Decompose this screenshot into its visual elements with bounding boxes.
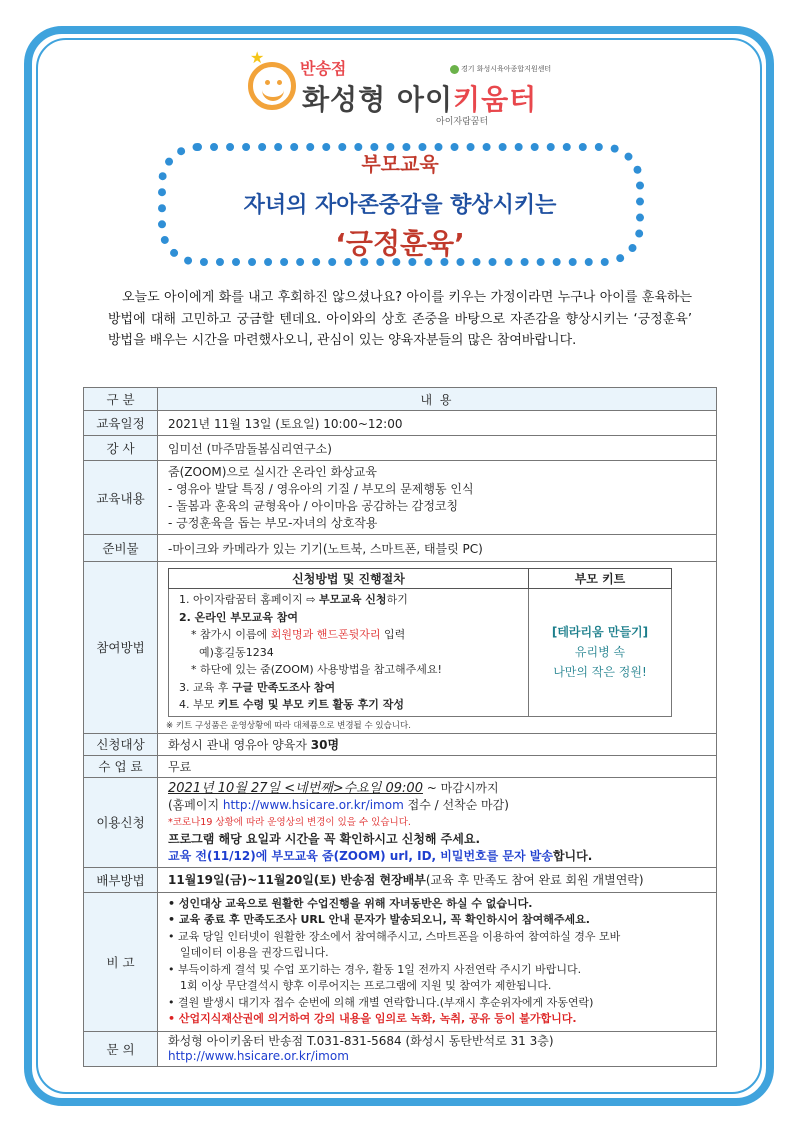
header-label: 구 분 [84, 388, 158, 411]
partner-logo-icon [450, 65, 459, 74]
star-icon: ★ [250, 48, 265, 67]
header-value: 내 용 [158, 388, 717, 411]
target-value: 화성시 관내 영유아 양육자 30명 [158, 733, 717, 755]
info-table [83, 387, 717, 1067]
lecturer-value: 임미선 (마주맘돌봄심리연구소) [158, 436, 717, 461]
method-col2-header: 부모 키트 [529, 569, 672, 589]
content-label: 교육내용 [84, 461, 158, 535]
remarks-value: • 성인대상 교육으로 원활한 수업진행을 위해 자녀동반은 하실 수 없습니다. • 교육 종료 후 만족도조사 URL 안내 문자가 발송되오니, 꼭 확인하시어 참여해주세요. • 교육 당일 인터넷이 원활한 장소에서 참여해주시고, 스마트폰을 이용하여 참여하실 경우 모바 일데이터 이용을 권장드립니다. • 부득이하게 결석 및 수업 포기하는 경우, 활동 1일 전까지 사전연락 주시기 바랍니다. 1회 이상 무단결석시 향후 이루어지는 프로그램에 지원 및 참여가 제한됩니다. • 결원 발생시 대기자 접수 순번에 의해 개별 연락합니다.(부재시 후순위자에게 자동연락) • 산업지식재산권에 의거하여 강의 내용을 임의로 녹화, 녹취, 공유 등이 불가합니다. [158, 892, 717, 1031]
remarks-label: 비 고 [84, 892, 158, 1031]
contact-value: 화성형 아이키움터 반송점 T.031-831-5684 (화성시 동탄반석로 31 3층) http://www.hsicare.or.kr/imom [158, 1031, 717, 1066]
method-col1-header: 신청방법 및 진행절차 [169, 569, 529, 589]
title-main: 자녀의 자아존중감을 향상시키는 [243, 193, 557, 218]
content-value: 줌(ZOOM)으로 실시간 온라인 화상교육 - 영유아 발달 특징 / 영유아의 기질 / 부모의 문제행동 인식 - 돌봄과 훈육의 균형육아 / 아이마음 공감하는 감정코칭 - 긍정훈육을 돕는 부모-자녀의 상호작용 [158, 461, 717, 535]
intro-paragraph: 오늘도 아이에게 화를 내고 후회하진 않으셨나요? 아이를 키우는 가정이라면 누구나 아이를 훈육하는 방법에 대해 고민하고 궁금할 텐데요. 아이와의 상호 존중을 바탕으로 자존감을 향상시키는 ‘긍정훈육’ 방법을 배우는 시간을 마련했사오니, 관심이 있는 양육자분들의 많은 참여바랍니다. [108, 290, 692, 348]
partner-logo: 경기 화성시육아종합지원센터 [450, 64, 551, 74]
title-emphasis: ‘긍정훈육’ [335, 227, 465, 260]
method-inner-table [168, 568, 672, 717]
distribution-label: 배부방법 [84, 867, 158, 892]
method-value [158, 562, 717, 734]
apply-label: 이용신청 [84, 777, 158, 867]
logo-sub: 아이자람꿈터 [436, 117, 489, 127]
method-label: 참여방법 [84, 562, 158, 734]
apply-value: 2021년 10월 27일 <네번째>수요일 09:00 ~ 마감시까지 (홈페이지 http://www.hsicare.or.kr/imom 접수 / 선착순 마감) *코로나19 상황에 따라 운영상의 변경이 있을 수 있습니다. 프로그램 해당 요일과 시간을 꼭 확인하시고 신청해 주세요. 교육 전(11/12)에 부모교육 줌(ZOOM) url, ID, 비밀번호를 문자 발송합니다. [158, 777, 717, 867]
date-label: 교육일정 [84, 411, 158, 436]
fee-label: 수 업 료 [84, 755, 158, 777]
fee-value: 무료 [158, 755, 717, 777]
logo-name: 화성형 아이키움터 [302, 83, 538, 116]
contact-link[interactable]: http://www.hsicare.or.kr/imom [168, 1048, 349, 1063]
target-label: 신청대상 [84, 733, 158, 755]
logo-branch: 반송점 [300, 59, 347, 78]
distribution-value: 11월19일(금)~11월20일(토) 반송점 현장배부(교육 후 만족도 참여 완료 회원 개별연락) [158, 867, 717, 892]
title-category: 부모교육 [361, 152, 439, 176]
date-value: 2021년 11월 13일 (토요일) 10:00~12:00 [158, 411, 717, 436]
lecturer-label: 강 사 [84, 436, 158, 461]
prep-label: 준비물 [84, 535, 158, 562]
contact-label: 문 의 [84, 1031, 158, 1066]
method-steps: 1. 아이자람꿈터 홈페이지 ⇨ 부모교육 신청하기 2. 온라인 부모교육 참여 * 참가시 이름에 회원명과 핸드폰뒷자리 입력 예)홍길동1234 * 하단에 있는 줌(ZOOM) 사용방법을 참고해주세요! 3. 교육 후 구글 만족도조사 참여 4. 부모 키트 수령 및 부모 키트 활동 후기 작성 [169, 589, 529, 717]
smiley-face-icon [248, 62, 296, 110]
parent-kit: [테라리움 만들기] 유리병 속 나만의 작은 정원! [529, 589, 672, 717]
prep-value: -마이크와 카메라가 있는 기기(노트북, 스마트폰, 태블릿 PC) [158, 535, 717, 562]
kit-footnote: ※ 키트 구성품은 운영상황에 따라 대체품으로 변경될 수 있습니다. [166, 720, 411, 731]
